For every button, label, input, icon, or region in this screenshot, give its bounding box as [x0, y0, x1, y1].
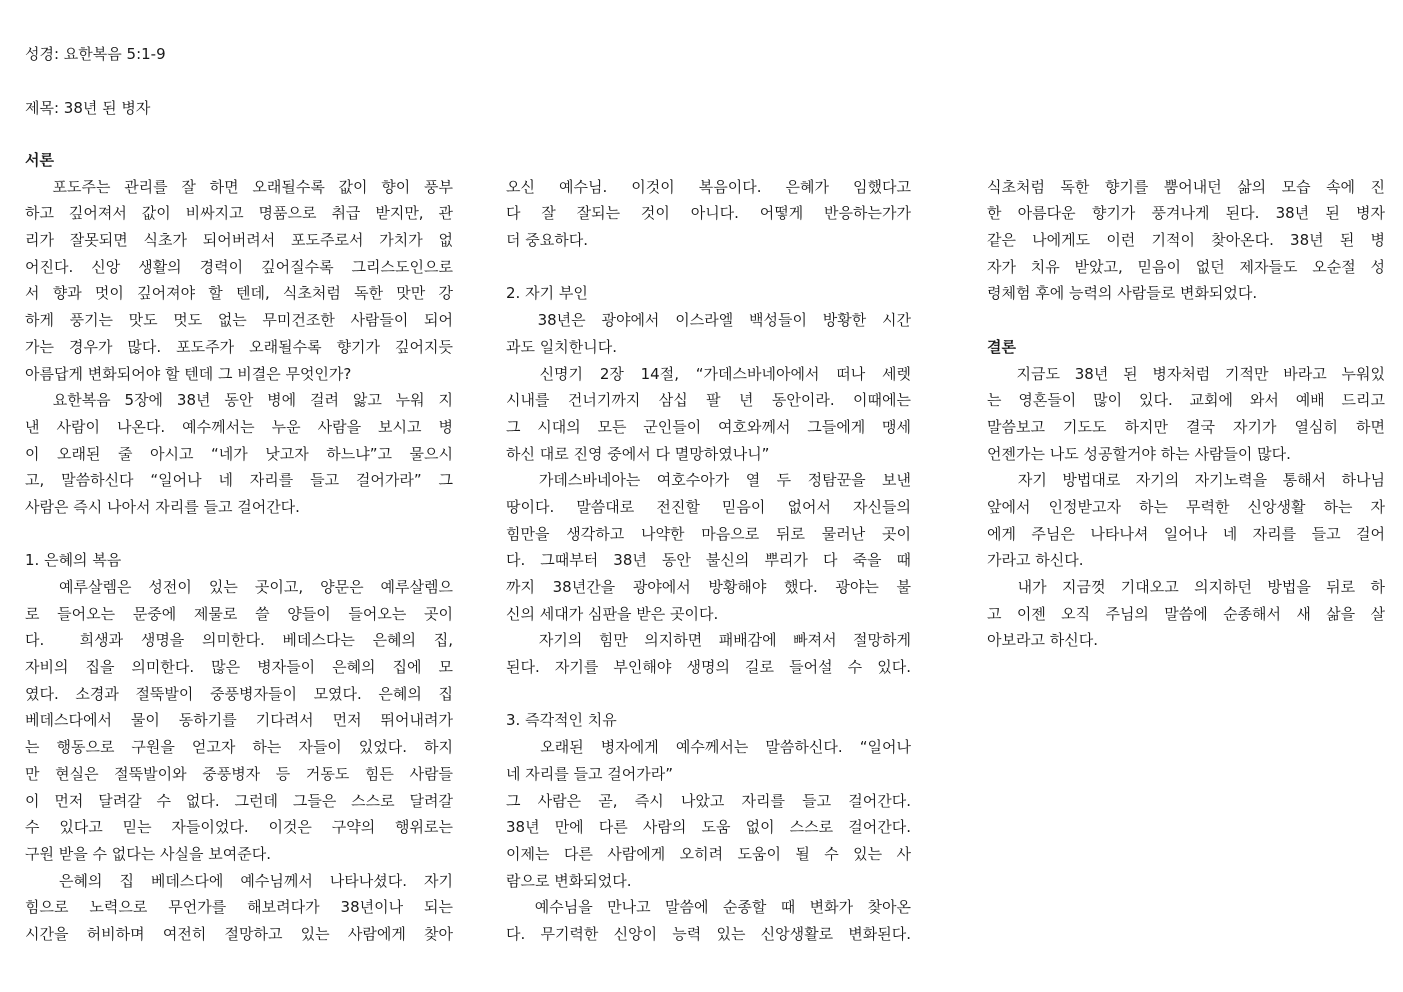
paragraph-line: 가라고 하신다.	[987, 551, 1084, 570]
paragraph-line: 람으로 변화되었다.	[506, 871, 632, 890]
blank-line	[25, 521, 453, 548]
paragraph-line: 네 자리를 들고 걸어가라”	[506, 764, 673, 783]
paragraph-line: 힘만을 생각하고 나약한 마음으로 뒤로 물러난 곳이	[506, 524, 911, 543]
paragraph-line: 하신 대로 진영 중에서 다 멸망하였나니”	[506, 444, 770, 463]
paragraph-line: 예수님을 만나고 말씀에 순종할 때 변화가 찾아온	[506, 898, 911, 917]
paragraph-line: 고 이젠 오직 주님의 말씀에 순종해서 새 삶을 살	[987, 604, 1385, 623]
blank-line	[506, 147, 911, 174]
text-column-1	[25, 147, 453, 948]
section-heading: 서론	[25, 151, 54, 169]
paragraph-line: 만 현실은 절뚝발이와 중풍병자 등 거동도 힘든 사람들	[25, 764, 453, 783]
paragraph-line: 에게 주님은 나타나셔 일어나 네 자리를 들고 걸어	[987, 524, 1385, 543]
scripture-reference: 성경: 요한복음 5:1-9	[25, 45, 166, 63]
sermon-title: 제목: 38년 된 병자	[25, 99, 151, 117]
paragraph-line: 구원 받을 수 없다는 사실을 보여준다.	[25, 844, 271, 863]
paragraph-line: 어진다. 신앙 생활의 경력이 깊어질수록 그리스도인으로	[25, 257, 453, 276]
paragraph-line: 다. 희생과 생명을 의미한다. 베데스다는 은혜의 집,	[25, 631, 453, 650]
paragraph-line: 한 아름다운 향기가 풍겨나게 된다. 38년 된 병자	[987, 204, 1385, 223]
paragraph-line: 는 행동으로 구원을 얻고자 하는 자들이 있었다. 하지	[25, 738, 453, 757]
paragraph-line: 언젠가는 나도 성공할거야 하는 사람들이 많다.	[987, 444, 1291, 463]
paragraph-line: 가는 경우가 많다. 포도주가 오래될수록 향기가 깊어지듯	[25, 337, 453, 356]
paragraph-line: 더 중요하다.	[506, 231, 588, 250]
paragraph-line: 수 있다고 믿는 자들이었다. 이것은 구약의 행위로는	[25, 818, 453, 837]
paragraph-line: 그 사람은 곧, 즉시 나았고 자리를 들고 걸어간다.	[506, 791, 911, 810]
paragraph-line: 요한복음 5장에 38년 동안 병에 걸려 앓고 누워 지	[25, 391, 453, 410]
paragraph-line: 신명기 2장 14절, “가데스바네아에서 떠나 세렛	[506, 364, 911, 383]
paragraph-line: 자기 방법대로 자기의 자기노력을 통해서 하나님	[987, 471, 1385, 490]
paragraph-line: 서 향과 멋이 깊어져야 할 텐데, 식초처럼 독한 맛만 강	[25, 284, 453, 303]
blank-line	[987, 307, 1385, 334]
text-column-3	[987, 147, 1385, 654]
paragraph-line: 오신 예수님. 이것이 복음이다. 은혜가 임했다고	[506, 177, 911, 196]
paragraph-line: 지금도 38년 된 병자처럼 기적만 바라고 누워있	[987, 364, 1385, 383]
paragraph-line: 그 시대의 모든 군인들이 여호와께서 그들에게 맹세	[506, 417, 911, 436]
paragraph-line: 신의 세대가 심판을 받은 곳이다.	[506, 604, 719, 623]
paragraph-line: 까지 38년간을 광야에서 방황해야 했다. 광야는 불	[506, 578, 911, 596]
paragraph-line: 하고 깊어져서 값이 비싸지고 명품으로 취급 받지만, 관	[25, 204, 453, 223]
blank-line	[506, 254, 911, 281]
paragraph-line: 였다. 소경과 절뚝발이 중풍병자들이 모였다. 은혜의 집	[25, 684, 453, 703]
text-column-2	[506, 147, 911, 948]
paragraph-line: 가데스바네아는 여호수아가 열 두 정탐꾼을 보낸	[506, 471, 911, 490]
paragraph-line: 이 오래된 줄 아시고 “네가 낫고자 하느냐”고 물으시	[25, 444, 453, 463]
paragraph-line: 다. 무기력한 신앙이 능력 있는 신앙생활로 변화된다.	[506, 924, 911, 943]
blank-line	[506, 681, 911, 708]
paragraph-line: 령체험 후에 능력의 사람들로 변화되었다.	[987, 284, 1258, 303]
section-heading: 결론	[987, 337, 1016, 356]
paragraph-line: 고, 말씀하신다 “일어나 네 자리를 들고 걸어가라” 그	[25, 471, 453, 490]
paragraph-line: 베데스다에서 물이 동하기를 기다려서 먼저 뛰어내려가	[25, 711, 453, 730]
paragraph-line: 과도 일치한니다.	[506, 337, 617, 356]
paragraph-line: 같은 나에게도 이런 기적이 찾아온다. 38년 된 병	[987, 231, 1385, 250]
paragraph-line: 38년은 광야에서 이스라엘 백성들이 방황한 시간	[506, 311, 911, 330]
section-subheading: 2. 자기 부인	[506, 284, 588, 303]
paragraph-line: 예루살렘은 성전이 있는 곳이고, 양문은 예루살렘으	[25, 578, 453, 596]
paragraph-line: 이 먼저 달려갈 수 없다. 그런데 그들은 스스로 달려갈	[25, 791, 453, 810]
paragraph-line: 포도주는 관리를 잘 하면 오래될수록 값이 향이 풍부	[25, 177, 453, 196]
paragraph-line: 식초처럼 독한 향기를 뿜어내던 삶의 모습 속에 진	[987, 177, 1385, 196]
paragraph-line: 낸 사람이 나온다. 예수께서는 누운 사람을 보시고 병	[25, 417, 453, 436]
paragraph-line: 시내를 건너기까지 삼십 팔 년 동안이라. 이때에는	[506, 391, 911, 410]
paragraph-line: 이제는 다른 사람에게 오히려 도움이 될 수 있는 사	[506, 844, 911, 863]
paragraph-line: 은혜의 집 베데스다에 예수님께서 나타나셨다. 자기	[25, 871, 453, 890]
paragraph-line: 사람은 즉시 나아서 자리를 들고 걸어간다.	[25, 497, 300, 516]
paragraph-line: 땅이다. 말씀대로 전진할 믿음이 없어서 자신들의	[506, 497, 911, 516]
paragraph-line: 내가 지금껏 기대오고 의지하던 방법을 뒤로 하	[987, 578, 1385, 596]
paragraph-line: 오래된 병자에게 예수께서는 말씀하신다. “일어나	[506, 738, 911, 757]
paragraph-line: 자기의 힘만 의지하면 패배감에 빠져서 절망하게	[506, 631, 911, 650]
paragraph-line: 된다. 자기를 부인해야 생명의 길로 들어설 수 있다.	[506, 658, 911, 677]
paragraph-line: 아름답게 변화되어야 할 텐데 그 비결은 무엇인가?	[25, 364, 352, 383]
paragraph-line: 38년 만에 다른 사람의 도움 없이 스스로 걸어간다.	[506, 818, 911, 837]
section-subheading: 3. 즉각적인 치유	[506, 711, 617, 730]
section-subheading: 1. 은혜의 복음	[25, 551, 122, 570]
paragraph-line: 아보라고 하신다.	[987, 631, 1098, 650]
paragraph-line: 시간을 허비하며 여전히 절망하고 있는 사람에게 찾아	[25, 924, 453, 943]
paragraph-line: 자가 치유 받았고, 믿음이 없던 제자들도 오순절 성	[987, 257, 1385, 276]
paragraph-line: 힘으로 노력으로 무언가를 해보려다가 38년이나 되는	[25, 898, 453, 917]
paragraph-line: 앞에서 인정받고자 하는 무력한 신앙생활 하는 자	[987, 497, 1385, 516]
blank-line	[987, 147, 1385, 174]
paragraph-line: 리가 잘못되면 식초가 되어버려서 포도주로서 가치가 없	[25, 231, 453, 250]
paragraph-line: 하게 풍기는 맛도 멋도 없는 무미건조한 사람들이 되어	[25, 311, 453, 330]
paragraph-line: 자비의 집을 의미한다. 많은 병자들이 은혜의 집에 모	[25, 658, 453, 677]
paragraph-line: 다. 그때부터 38년 동안 불신의 뿌리가 다 죽을 때	[506, 551, 911, 570]
paragraph-line: 말씀보고 기도도 하지만 결국 자기가 열심히 하면	[987, 417, 1385, 436]
paragraph-line: 다 잘 잘되는 것이 아니다. 어떻게 반응하는가가	[506, 204, 911, 223]
paragraph-line: 는 영혼들이 많이 있다. 교회에 와서 예배 드리고	[987, 391, 1385, 410]
paragraph-line: 로 들어오는 문중에 제물로 쓸 양들이 들어오는 곳이	[25, 604, 453, 623]
